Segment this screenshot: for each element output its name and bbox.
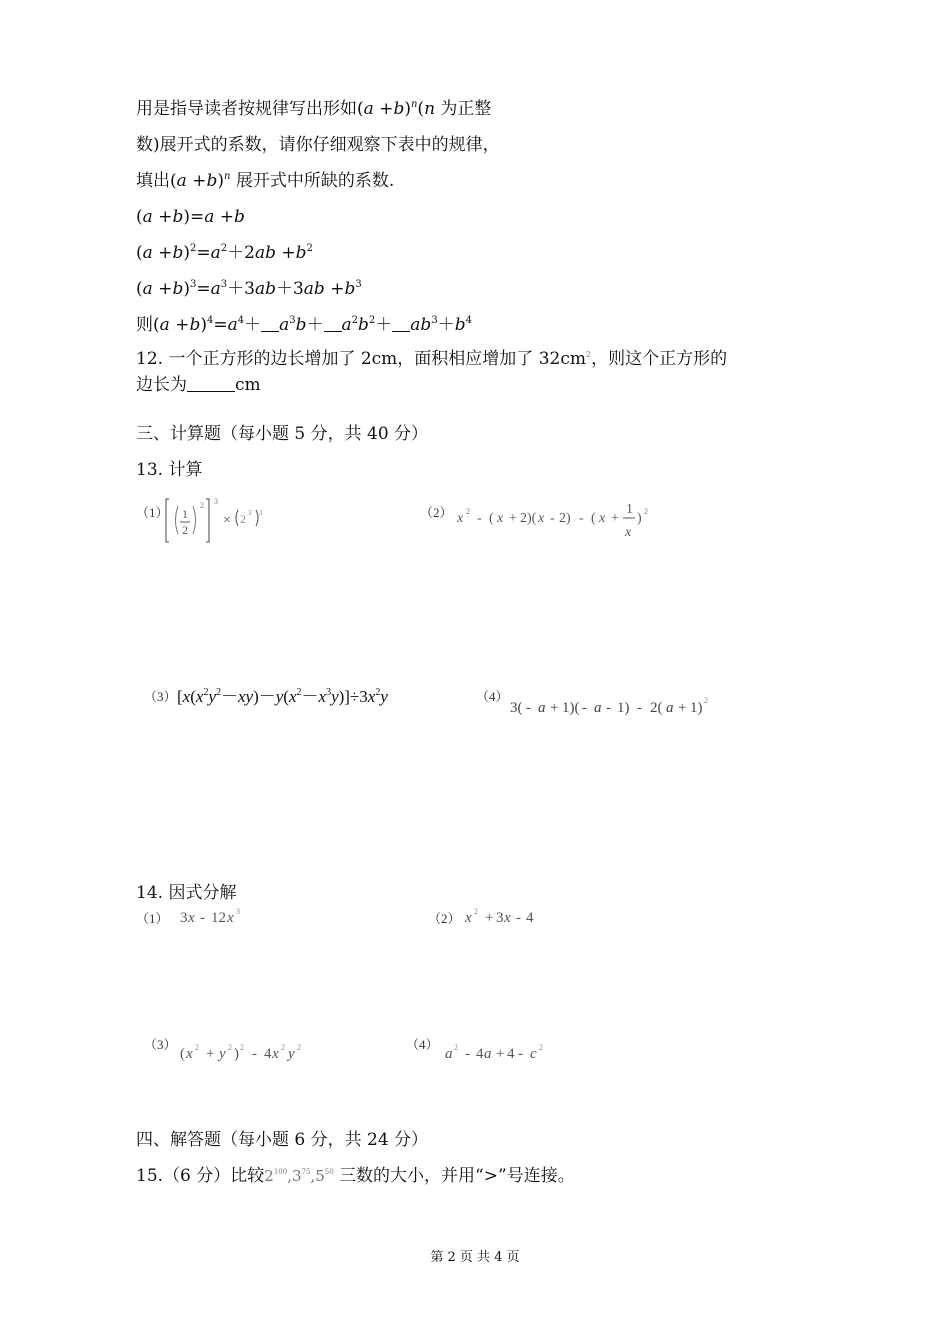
svg-text:-: - — [465, 1046, 470, 1062]
intro-line-3-pre: 填出( — [136, 171, 177, 191]
q13-4-formula-svg — [508, 694, 738, 724]
intro-line-1: 用是指导读者按规律写出形如$(a +b)^n(n$ 为正整 — [136, 99, 492, 119]
q13-2-label: （2） — [420, 505, 453, 520]
svg-text:-: - — [252, 1046, 257, 1062]
q15-text-post: 三数的大小，并用“>”号连接。 — [339, 1166, 575, 1186]
q14-1-expression — [178, 904, 278, 937]
svg-text:-: - — [579, 511, 584, 526]
svg-text:-: - — [637, 700, 642, 716]
svg-text:+: + — [678, 700, 687, 716]
svg-text:2: 2 — [182, 523, 188, 537]
q13-4-expression — [508, 694, 738, 729]
svg-text:a: a — [445, 1046, 453, 1062]
blank-coef-3[interactable] — [392, 315, 410, 332]
svg-text:-: - — [582, 700, 587, 716]
svg-text:y: y — [288, 1046, 295, 1062]
expansion-3: $(a +b)^3=a^3+3ab+3ab +b^3$ — [136, 279, 362, 299]
q13-1-label: （1） — [136, 505, 169, 520]
svg-text:(: ( — [489, 511, 494, 526]
svg-text:2)(: 2)( — [520, 511, 537, 526]
svg-text:x: x — [538, 511, 545, 526]
svg-text:4: 4 — [526, 910, 534, 926]
svg-text:2(: 2( — [650, 700, 663, 716]
q14-1-formula-svg — [178, 904, 278, 932]
svg-text:2: 2 — [228, 1043, 232, 1052]
q13-4-label: （4） — [476, 689, 509, 704]
svg-text:x: x — [457, 511, 464, 526]
svg-text:-: - — [526, 700, 531, 716]
svg-text:x: x — [625, 525, 632, 540]
svg-text:+: + — [509, 511, 517, 526]
q13-title: 13. 计算 — [136, 460, 203, 480]
q13-1-expression — [164, 494, 274, 546]
svg-text:+: + — [485, 910, 494, 926]
svg-text:(: ( — [591, 511, 596, 526]
q12-unit: cm — [235, 375, 261, 395]
svg-text:x: x — [599, 511, 606, 526]
svg-text:2: 2 — [454, 1043, 458, 1052]
svg-text:2: 2 — [644, 507, 648, 516]
svg-text:2: 2 — [539, 1043, 543, 1052]
svg-text:-: - — [518, 1046, 523, 1062]
svg-text:1)(: 1)( — [562, 700, 580, 716]
svg-text:x: x — [465, 910, 472, 926]
svg-text:4: 4 — [264, 1046, 272, 1062]
svg-text:3: 3 — [214, 497, 218, 506]
svg-text:2: 2 — [281, 1043, 285, 1052]
svg-text:+: + — [496, 1046, 505, 1062]
svg-text:1: 1 — [626, 502, 633, 517]
svg-text:x: x — [227, 910, 234, 926]
q14-4-formula-svg — [443, 1040, 573, 1068]
q14-2-label: （2） — [428, 911, 461, 926]
intro-line-2: 数)展开式的系数，请你仔细观察下表中的规律， — [136, 135, 500, 155]
svg-text:3: 3 — [248, 509, 252, 517]
q12-text-pre: 12. 一个正方形的边长增加了 2cm，面积相应增加了 32cm — [136, 349, 586, 369]
svg-text:1): 1) — [617, 700, 630, 716]
svg-text:2: 2 — [297, 1043, 301, 1052]
section-3-title: 三、计算题（每小题 5 分，共 40 分） — [136, 424, 429, 444]
svg-text:2: 2 — [240, 1043, 244, 1052]
svg-text:3: 3 — [259, 509, 263, 517]
svg-text:y: y — [219, 1046, 226, 1062]
svg-text:3: 3 — [236, 907, 240, 916]
svg-text:): ) — [637, 511, 642, 526]
q12-text-post: ，则这个正方形的 — [591, 349, 728, 369]
q13-3-expression: $[x(x^2y^2-xy)-y(x^2-x^3y)]\div 3x^2y$ — [177, 687, 388, 706]
q12-answer-blank[interactable] — [187, 375, 235, 392]
svg-text:4: 4 — [476, 1046, 484, 1062]
svg-text:a: a — [484, 1046, 492, 1062]
svg-text:2: 2 — [200, 501, 204, 510]
svg-text:x: x — [188, 910, 195, 926]
q14-3-label: （3） — [144, 1037, 177, 1052]
q13-2-expression — [455, 498, 675, 544]
svg-text:2: 2 — [195, 1043, 199, 1052]
svg-text:12: 12 — [211, 910, 226, 926]
svg-text:+: + — [611, 511, 619, 526]
svg-text:x: x — [272, 1046, 279, 1062]
svg-text:2: 2 — [704, 696, 708, 705]
q14-1-label: （1） — [136, 911, 169, 926]
svg-text:-: - — [516, 910, 521, 926]
section-4-title: 四、解答题（每小题 6 分，共 24 分） — [136, 1130, 429, 1150]
expansion-1: (a +b)=a +b — [136, 207, 245, 227]
svg-text:3: 3 — [180, 910, 188, 926]
expansion-2: $(a +b)^2=a^2+2ab +b^2$ — [136, 243, 313, 263]
expansion-4: 则$(a +b)^4=a^4+ a^3b+ a^2b^2+ ab^3+b^4$ — [136, 315, 472, 335]
q14-3-formula-svg — [178, 1040, 328, 1068]
svg-text:x: x — [504, 910, 511, 926]
svg-text:-: - — [550, 511, 555, 526]
page-footer: 第 2 页 共 4 页 — [430, 1250, 520, 1265]
svg-text:+: + — [550, 700, 559, 716]
svg-text:+: + — [206, 1046, 215, 1062]
svg-text:-: - — [200, 910, 205, 926]
svg-text:a: a — [594, 700, 602, 716]
svg-text:×: × — [223, 513, 231, 528]
q14-title: 14. 因式分解 — [136, 883, 237, 903]
intro-line-3: 填出$(a +b)^n$ 展开式中所缺的系数. — [136, 171, 395, 191]
svg-text:2: 2 — [240, 512, 246, 526]
svg-text:-: - — [606, 700, 611, 716]
q13-1-formula-svg — [164, 494, 274, 546]
svg-text:3: 3 — [496, 910, 504, 926]
expansion-4-prefix: 则 — [136, 315, 153, 335]
intro-line-1-pre: 用是指导读者按规律写出形如( — [136, 99, 364, 119]
q13-2-formula-svg — [455, 498, 675, 544]
q15-text: 15.（6 分）比较$2^{100},3^{75},5^{50}$ 三数的大小，并用“>”号连接。 — [136, 1166, 575, 1186]
svg-text:x: x — [497, 511, 504, 526]
svg-text:-: - — [477, 511, 482, 526]
intro-line-3-post: 展开式中所缺的系数. — [235, 171, 395, 191]
blank-coef-1[interactable] — [261, 315, 279, 332]
q14-4-label: （4） — [406, 1037, 439, 1052]
svg-text:4: 4 — [507, 1046, 515, 1062]
q14-2-expression — [463, 904, 573, 937]
svg-text:): ) — [234, 1046, 239, 1062]
svg-text:a: a — [666, 700, 674, 716]
q13-3-label: （3） — [144, 689, 177, 704]
q14-2-formula-svg — [463, 904, 573, 932]
svg-text:2: 2 — [466, 507, 470, 516]
q14-4-expression — [443, 1040, 573, 1073]
intro-line-1-post: 为正整 — [440, 99, 492, 119]
q12-line-2-pre: 边长为 — [136, 375, 187, 395]
svg-text:x: x — [186, 1046, 193, 1062]
q12-line-1: 12. 一个正方形的边长增加了 2cm，面积相应增加了 $32cm^2$，则这个正方形的 — [136, 349, 728, 369]
q12-line-2 — [136, 374, 261, 396]
q15-text-pre: 15.（6 分）比较 — [136, 1166, 265, 1186]
svg-text:2): 2) — [559, 511, 571, 526]
svg-text:3(: 3( — [510, 700, 523, 716]
svg-text:c: c — [530, 1046, 537, 1062]
svg-text:2: 2 — [474, 907, 478, 916]
svg-text:(: ( — [180, 1046, 185, 1062]
svg-text:1): 1) — [690, 700, 703, 716]
svg-text:a: a — [538, 700, 546, 716]
q14-3-expression — [178, 1040, 328, 1073]
svg-text:1: 1 — [182, 507, 188, 521]
blank-coef-2[interactable] — [324, 315, 342, 332]
